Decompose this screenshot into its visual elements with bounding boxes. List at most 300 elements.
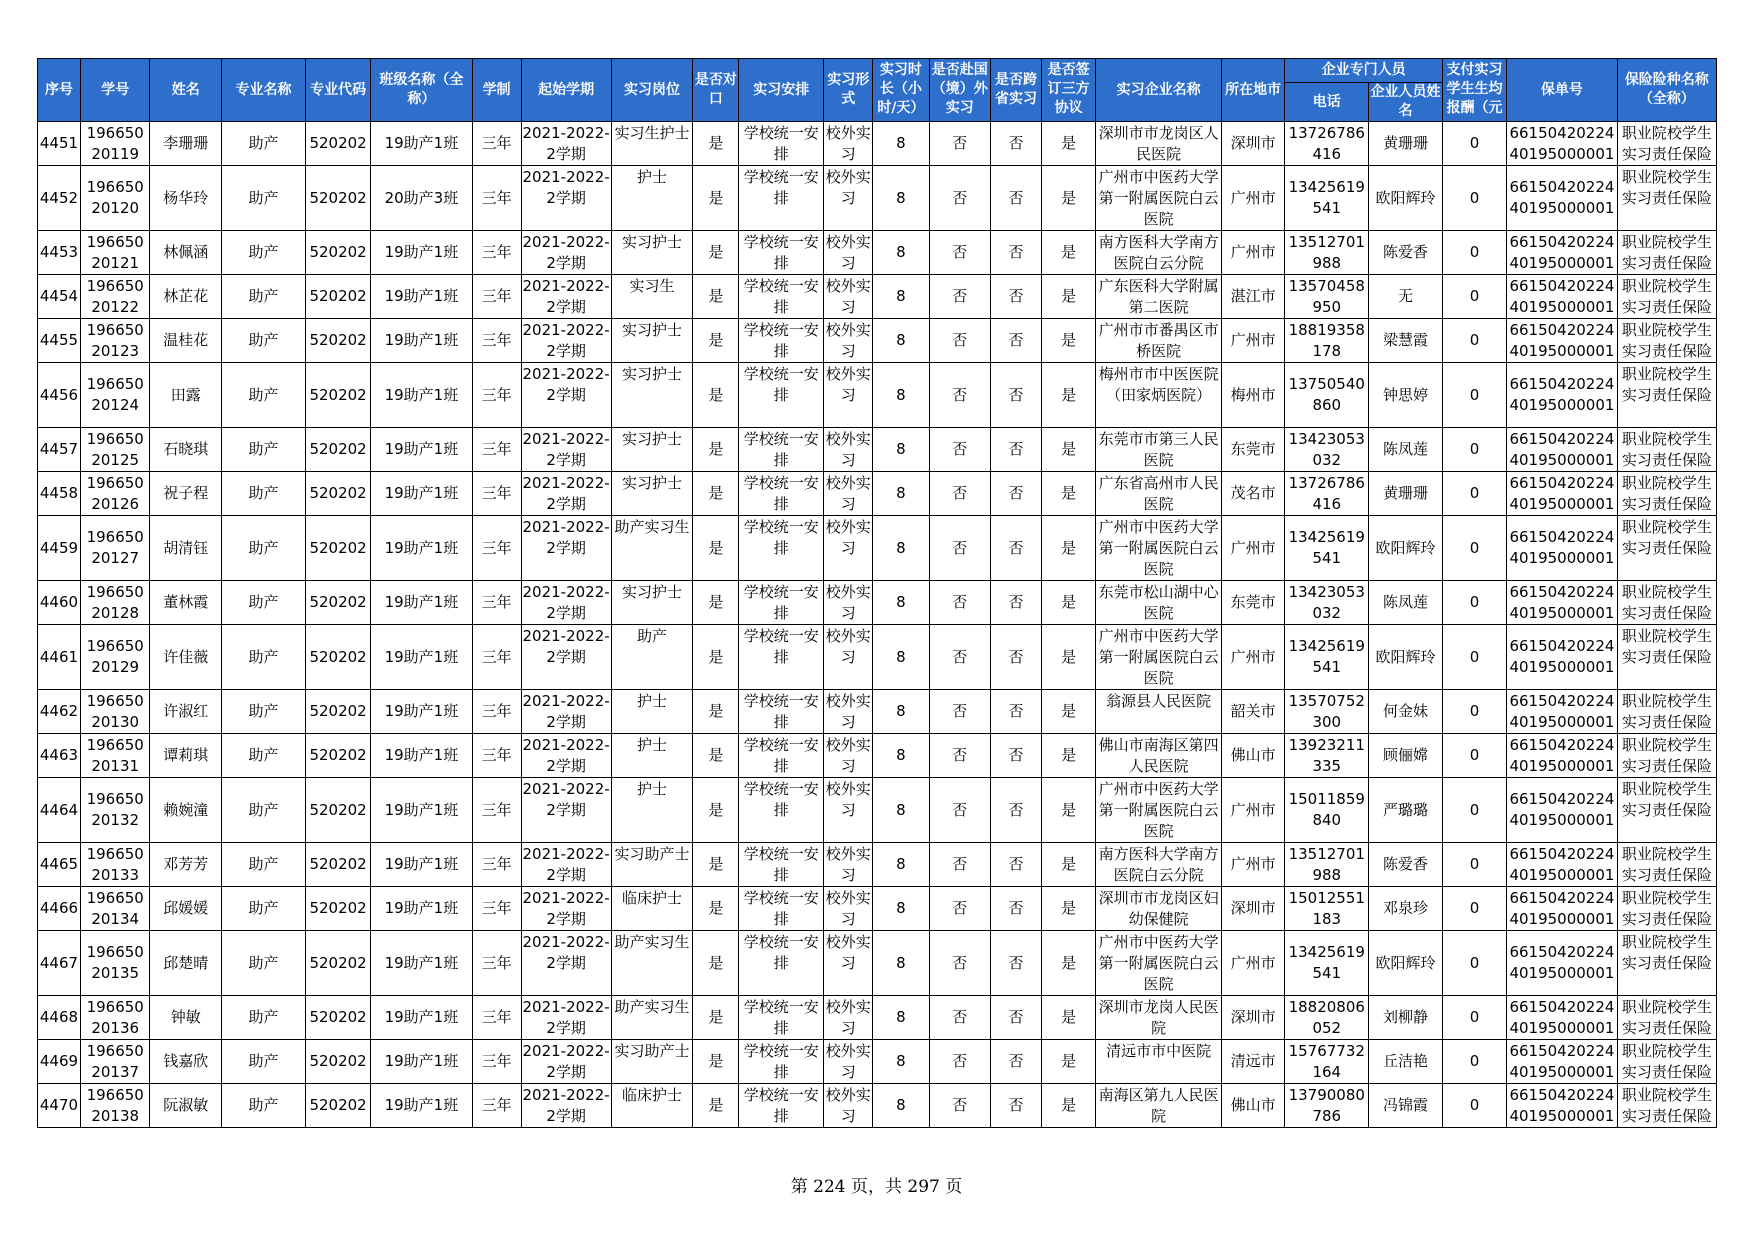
row-major-code: 520202 <box>305 778 370 843</box>
row-agreement: 是 <box>1042 275 1096 319</box>
row-fee: 0 <box>1442 690 1506 734</box>
row-major-code: 520202 <box>305 428 370 472</box>
row-insurance: 职业院校学生实习责任保险 <box>1617 231 1716 275</box>
row-agreement: 是 <box>1042 122 1096 166</box>
row-student-id: 19665020125 <box>80 428 150 472</box>
row-seq: 4470 <box>38 1084 81 1128</box>
row-cross: 否 <box>990 734 1041 778</box>
row-class: 19助产1班 <box>371 581 472 625</box>
row-years: 三年 <box>472 625 521 690</box>
row-company: 深圳市市龙岗区人民医院 <box>1096 122 1222 166</box>
row-major: 助产 <box>222 231 306 275</box>
header-name: 姓名 <box>150 59 222 122</box>
row-years: 三年 <box>472 428 521 472</box>
row-hours: 8 <box>873 1040 929 1084</box>
header-insurance: 保险险种名称（全称） <box>1617 59 1716 122</box>
row-major-code: 520202 <box>305 231 370 275</box>
row-staff-name: 欧阳辉玲 <box>1369 166 1443 231</box>
row-form: 校外实习 <box>824 734 873 778</box>
row-hours: 8 <box>873 931 929 996</box>
row-policy-no: 6615042022440195000001 <box>1507 516 1617 581</box>
row-staff-name: 陈凤莲 <box>1369 581 1443 625</box>
row-arrange: 学校统一安排 <box>739 319 824 363</box>
row-company: 佛山市南海区第四人民医院 <box>1096 734 1222 778</box>
row-agreement: 是 <box>1042 625 1096 690</box>
row-policy-no: 6615042022440195000001 <box>1507 428 1617 472</box>
row-major-code: 520202 <box>305 1084 370 1128</box>
row-agreement: 是 <box>1042 1084 1096 1128</box>
row-agreement: 是 <box>1042 319 1096 363</box>
row-city: 广州市 <box>1221 231 1284 275</box>
row-insurance: 职业院校学生实习责任保险 <box>1617 516 1716 581</box>
row-cross: 否 <box>990 122 1041 166</box>
row-staff-name: 欧阳辉玲 <box>1369 625 1443 690</box>
row-company: 深圳市龙岗人民医院 <box>1096 996 1222 1040</box>
table-body <box>38 122 1717 1128</box>
row-post: 实习助产士 <box>611 843 693 887</box>
row-staff-phone: 13425619541 <box>1285 166 1369 231</box>
row-policy-no: 6615042022440195000001 <box>1507 231 1617 275</box>
row-agreement: 是 <box>1042 690 1096 734</box>
row-class: 19助产1班 <box>371 516 472 581</box>
row-major: 助产 <box>222 319 306 363</box>
row-name: 邱媛媛 <box>150 887 222 931</box>
row-term: 2021-2022-2学期 <box>521 363 611 428</box>
row-name: 胡清钰 <box>150 516 222 581</box>
row-class: 19助产1班 <box>371 319 472 363</box>
row-student-id: 19665020127 <box>80 516 150 581</box>
table-header <box>38 59 1717 122</box>
row-agreement: 是 <box>1042 778 1096 843</box>
header-major-code: 专业代码 <box>305 59 370 122</box>
row-abroad: 否 <box>929 1084 990 1128</box>
header-fee: 支付实习学生生均报酬（元 <box>1442 59 1506 122</box>
row-major: 助产 <box>222 275 306 319</box>
row-staff-name: 何金妹 <box>1369 690 1443 734</box>
row-name: 杨华玲 <box>150 166 222 231</box>
row-student-id: 19665020131 <box>80 734 150 778</box>
row-fee: 0 <box>1442 363 1506 428</box>
row-term: 2021-2022-2学期 <box>521 1084 611 1128</box>
row-staff-name: 欧阳辉玲 <box>1369 931 1443 996</box>
row-city: 梅州市 <box>1221 363 1284 428</box>
row-term: 2021-2022-2学期 <box>521 931 611 996</box>
row-term: 2021-2022-2学期 <box>521 122 611 166</box>
row-staff-name: 邓泉珍 <box>1369 887 1443 931</box>
row-city: 湛江市 <box>1221 275 1284 319</box>
row-post: 助产实习生 <box>611 516 693 581</box>
row-student-id: 19665020135 <box>80 931 150 996</box>
row-staff-phone: 13425619541 <box>1285 516 1369 581</box>
row-insurance: 职业院校学生实习责任保险 <box>1617 931 1716 996</box>
row-hours: 8 <box>873 690 929 734</box>
row-years: 三年 <box>472 996 521 1040</box>
row-fee: 0 <box>1442 122 1506 166</box>
row-post: 实习护士 <box>611 363 693 428</box>
row-post: 实习护士 <box>611 319 693 363</box>
row-post: 护士 <box>611 166 693 231</box>
header-staff-group: 企业专门人员 <box>1285 59 1442 83</box>
header-agreement: 是否签订三方协议 <box>1042 59 1096 122</box>
row-years: 三年 <box>472 231 521 275</box>
table-row <box>38 231 1717 275</box>
row-hours: 8 <box>873 516 929 581</box>
row-staff-phone: 13423053032 <box>1285 581 1369 625</box>
row-abroad: 否 <box>929 1040 990 1084</box>
row-name: 董林霞 <box>150 581 222 625</box>
table-row <box>38 275 1717 319</box>
row-agreement: 是 <box>1042 363 1096 428</box>
row-staff-phone: 13425619541 <box>1285 625 1369 690</box>
row-city: 广州市 <box>1221 931 1284 996</box>
row-hours: 8 <box>873 231 929 275</box>
row-seq: 4466 <box>38 887 81 931</box>
row-major-code: 520202 <box>305 472 370 516</box>
row-match: 是 <box>693 887 739 931</box>
row-term: 2021-2022-2学期 <box>521 319 611 363</box>
row-fee: 0 <box>1442 734 1506 778</box>
row-seq: 4463 <box>38 734 81 778</box>
row-agreement: 是 <box>1042 931 1096 996</box>
row-years: 三年 <box>472 516 521 581</box>
row-policy-no: 6615042022440195000001 <box>1507 690 1617 734</box>
row-policy-no: 6615042022440195000001 <box>1507 166 1617 231</box>
row-class: 19助产1班 <box>371 996 472 1040</box>
row-student-id: 19665020120 <box>80 166 150 231</box>
row-agreement: 是 <box>1042 887 1096 931</box>
row-match: 是 <box>693 231 739 275</box>
row-cross: 否 <box>990 1084 1041 1128</box>
row-post: 助产实习生 <box>611 996 693 1040</box>
row-seq: 4467 <box>38 931 81 996</box>
row-class: 19助产1班 <box>371 363 472 428</box>
row-form: 校外实习 <box>824 275 873 319</box>
row-abroad: 否 <box>929 122 990 166</box>
internship-table <box>37 58 1717 1128</box>
row-abroad: 否 <box>929 843 990 887</box>
row-seq: 4457 <box>38 428 81 472</box>
row-post: 实习助产士 <box>611 1040 693 1084</box>
row-company: 南方医科大学南方医院白云分院 <box>1096 231 1222 275</box>
header-company: 实习企业名称 <box>1096 59 1222 122</box>
row-agreement: 是 <box>1042 231 1096 275</box>
row-fee: 0 <box>1442 931 1506 996</box>
row-term: 2021-2022-2学期 <box>521 1040 611 1084</box>
row-student-id: 19665020128 <box>80 581 150 625</box>
row-arrange: 学校统一安排 <box>739 275 824 319</box>
row-staff-phone: 13423053032 <box>1285 428 1369 472</box>
row-major-code: 520202 <box>305 122 370 166</box>
row-student-id: 19665020122 <box>80 275 150 319</box>
row-policy-no: 6615042022440195000001 <box>1507 319 1617 363</box>
header-policy-no: 保单号 <box>1507 59 1617 122</box>
row-arrange: 学校统一安排 <box>739 363 824 428</box>
row-abroad: 否 <box>929 887 990 931</box>
row-abroad: 否 <box>929 778 990 843</box>
header-seq: 序号 <box>38 59 81 122</box>
header-years: 学制 <box>472 59 521 122</box>
row-class: 19助产1班 <box>371 887 472 931</box>
row-form: 校外实习 <box>824 581 873 625</box>
row-staff-phone: 13790080786 <box>1285 1084 1369 1128</box>
row-years: 三年 <box>472 1040 521 1084</box>
row-term: 2021-2022-2学期 <box>521 887 611 931</box>
row-fee: 0 <box>1442 887 1506 931</box>
row-major-code: 520202 <box>305 275 370 319</box>
row-staff-phone: 13570752300 <box>1285 690 1369 734</box>
row-arrange: 学校统一安排 <box>739 231 824 275</box>
row-name: 谭莉琪 <box>150 734 222 778</box>
row-city: 佛山市 <box>1221 734 1284 778</box>
row-city: 广州市 <box>1221 843 1284 887</box>
row-hours: 8 <box>873 734 929 778</box>
row-policy-no: 6615042022440195000001 <box>1507 996 1617 1040</box>
row-term: 2021-2022-2学期 <box>521 625 611 690</box>
row-match: 是 <box>693 363 739 428</box>
row-company: 广东医科大学附属第二医院 <box>1096 275 1222 319</box>
table-row <box>38 319 1717 363</box>
row-term: 2021-2022-2学期 <box>521 843 611 887</box>
row-term: 2021-2022-2学期 <box>521 734 611 778</box>
row-match: 是 <box>693 778 739 843</box>
row-years: 三年 <box>472 363 521 428</box>
row-hours: 8 <box>873 363 929 428</box>
row-cross: 否 <box>990 581 1041 625</box>
row-form: 校外实习 <box>824 778 873 843</box>
row-name: 许淑红 <box>150 690 222 734</box>
row-seq: 4454 <box>38 275 81 319</box>
row-city: 广州市 <box>1221 778 1284 843</box>
row-post: 护士 <box>611 690 693 734</box>
row-post: 实习护士 <box>611 581 693 625</box>
row-company: 广州市中医药大学第一附属医院白云医院 <box>1096 516 1222 581</box>
row-major: 助产 <box>222 428 306 472</box>
row-city: 广州市 <box>1221 516 1284 581</box>
row-insurance: 职业院校学生实习责任保险 <box>1617 690 1716 734</box>
row-agreement: 是 <box>1042 734 1096 778</box>
row-name: 赖婉潼 <box>150 778 222 843</box>
header-abroad: 是否赴国（境）外实习 <box>929 59 990 122</box>
row-insurance: 职业院校学生实习责任保险 <box>1617 778 1716 843</box>
row-staff-phone: 15011859840 <box>1285 778 1369 843</box>
row-cross: 否 <box>990 472 1041 516</box>
row-seq: 4458 <box>38 472 81 516</box>
row-arrange: 学校统一安排 <box>739 931 824 996</box>
row-arrange: 学校统一安排 <box>739 778 824 843</box>
row-insurance: 职业院校学生实习责任保险 <box>1617 428 1716 472</box>
row-city: 清远市 <box>1221 1040 1284 1084</box>
row-city: 深圳市 <box>1221 996 1284 1040</box>
row-cross: 否 <box>990 516 1041 581</box>
row-form: 校外实习 <box>824 1084 873 1128</box>
row-name: 李珊珊 <box>150 122 222 166</box>
row-abroad: 否 <box>929 319 990 363</box>
row-term: 2021-2022-2学期 <box>521 231 611 275</box>
row-class: 19助产1班 <box>371 122 472 166</box>
row-major-code: 520202 <box>305 625 370 690</box>
row-match: 是 <box>693 166 739 231</box>
row-staff-phone: 13923211335 <box>1285 734 1369 778</box>
row-student-id: 19665020134 <box>80 887 150 931</box>
row-name: 阮淑敏 <box>150 1084 222 1128</box>
header-post: 实习岗位 <box>611 59 693 122</box>
row-cross: 否 <box>990 319 1041 363</box>
row-company: 广东省高州市人民医院 <box>1096 472 1222 516</box>
header-class: 班级名称（全称） <box>371 59 472 122</box>
row-class: 19助产1班 <box>371 1084 472 1128</box>
row-match: 是 <box>693 472 739 516</box>
header-major: 专业名称 <box>222 59 306 122</box>
row-city: 广州市 <box>1221 166 1284 231</box>
table-row <box>38 690 1717 734</box>
row-staff-phone: 13726786416 <box>1285 472 1369 516</box>
row-insurance: 职业院校学生实习责任保险 <box>1617 996 1716 1040</box>
row-major: 助产 <box>222 690 306 734</box>
row-match: 是 <box>693 734 739 778</box>
row-years: 三年 <box>472 275 521 319</box>
row-agreement: 是 <box>1042 996 1096 1040</box>
row-seq: 4452 <box>38 166 81 231</box>
row-major-code: 520202 <box>305 516 370 581</box>
table-row <box>38 122 1717 166</box>
row-years: 三年 <box>472 931 521 996</box>
row-hours: 8 <box>873 843 929 887</box>
row-term: 2021-2022-2学期 <box>521 275 611 319</box>
row-form: 校外实习 <box>824 996 873 1040</box>
row-policy-no: 6615042022440195000001 <box>1507 625 1617 690</box>
row-staff-name: 陈凤莲 <box>1369 428 1443 472</box>
row-abroad: 否 <box>929 734 990 778</box>
row-match: 是 <box>693 516 739 581</box>
row-fee: 0 <box>1442 275 1506 319</box>
row-class: 19助产1班 <box>371 734 472 778</box>
row-major: 助产 <box>222 843 306 887</box>
row-form: 校外实习 <box>824 887 873 931</box>
header-hours: 实习时长（小时/天） <box>873 59 929 122</box>
header-cross: 是否跨省实习 <box>990 59 1041 122</box>
row-major: 助产 <box>222 931 306 996</box>
row-city: 韶关市 <box>1221 690 1284 734</box>
row-seq: 4453 <box>38 231 81 275</box>
row-staff-name: 黄珊珊 <box>1369 122 1443 166</box>
row-hours: 8 <box>873 1084 929 1128</box>
table-row <box>38 734 1717 778</box>
row-form: 校外实习 <box>824 472 873 516</box>
table-row <box>38 166 1717 231</box>
row-post: 实习护士 <box>611 231 693 275</box>
row-fee: 0 <box>1442 231 1506 275</box>
row-abroad: 否 <box>929 516 990 581</box>
row-cross: 否 <box>990 166 1041 231</box>
row-staff-phone: 18819358178 <box>1285 319 1369 363</box>
row-major-code: 520202 <box>305 166 370 231</box>
row-major-code: 520202 <box>305 843 370 887</box>
row-student-id: 19665020126 <box>80 472 150 516</box>
row-abroad: 否 <box>929 428 990 472</box>
row-form: 校外实习 <box>824 843 873 887</box>
row-cross: 否 <box>990 625 1041 690</box>
row-hours: 8 <box>873 996 929 1040</box>
table-row <box>38 428 1717 472</box>
row-city: 广州市 <box>1221 319 1284 363</box>
row-fee: 0 <box>1442 428 1506 472</box>
row-policy-no: 6615042022440195000001 <box>1507 734 1617 778</box>
table-row <box>38 472 1717 516</box>
row-staff-phone: 13570458950 <box>1285 275 1369 319</box>
row-policy-no: 6615042022440195000001 <box>1507 843 1617 887</box>
row-major-code: 520202 <box>305 931 370 996</box>
row-insurance: 职业院校学生实习责任保险 <box>1617 166 1716 231</box>
row-hours: 8 <box>873 166 929 231</box>
row-name: 钱嘉欣 <box>150 1040 222 1084</box>
row-abroad: 否 <box>929 231 990 275</box>
row-class: 19助产1班 <box>371 931 472 996</box>
row-abroad: 否 <box>929 625 990 690</box>
row-insurance: 职业院校学生实习责任保险 <box>1617 1040 1716 1084</box>
row-policy-no: 6615042022440195000001 <box>1507 931 1617 996</box>
row-agreement: 是 <box>1042 516 1096 581</box>
row-name: 邱楚晴 <box>150 931 222 996</box>
row-fee: 0 <box>1442 319 1506 363</box>
row-term: 2021-2022-2学期 <box>521 778 611 843</box>
row-city: 茂名市 <box>1221 472 1284 516</box>
table-row <box>38 363 1717 428</box>
row-cross: 否 <box>990 778 1041 843</box>
row-post: 护士 <box>611 734 693 778</box>
row-post: 助产实习生 <box>611 931 693 996</box>
row-agreement: 是 <box>1042 166 1096 231</box>
row-major: 助产 <box>222 122 306 166</box>
row-form: 校外实习 <box>824 231 873 275</box>
table-row <box>38 843 1717 887</box>
row-match: 是 <box>693 581 739 625</box>
row-arrange: 学校统一安排 <box>739 1084 824 1128</box>
row-insurance: 职业院校学生实习责任保险 <box>1617 122 1716 166</box>
row-class: 19助产1班 <box>371 778 472 843</box>
row-hours: 8 <box>873 887 929 931</box>
row-arrange: 学校统一安排 <box>739 472 824 516</box>
row-major: 助产 <box>222 778 306 843</box>
row-arrange: 学校统一安排 <box>739 122 824 166</box>
row-fee: 0 <box>1442 996 1506 1040</box>
row-fee: 0 <box>1442 516 1506 581</box>
row-term: 2021-2022-2学期 <box>521 581 611 625</box>
row-company: 东莞市松山湖中心医院 <box>1096 581 1222 625</box>
row-hours: 8 <box>873 581 929 625</box>
row-seq: 4456 <box>38 363 81 428</box>
row-fee: 0 <box>1442 166 1506 231</box>
row-name: 林佩涵 <box>150 231 222 275</box>
row-policy-no: 6615042022440195000001 <box>1507 363 1617 428</box>
row-company: 南海区第九人民医院 <box>1096 1084 1222 1128</box>
table-row <box>38 996 1717 1040</box>
row-insurance: 职业院校学生实习责任保险 <box>1617 843 1716 887</box>
row-form: 校外实习 <box>824 428 873 472</box>
row-major: 助产 <box>222 166 306 231</box>
row-staff-phone: 13425619541 <box>1285 931 1369 996</box>
row-policy-no: 6615042022440195000001 <box>1507 122 1617 166</box>
row-staff-phone: 15767732164 <box>1285 1040 1369 1084</box>
row-term: 2021-2022-2学期 <box>521 690 611 734</box>
row-term: 2021-2022-2学期 <box>521 516 611 581</box>
row-major-code: 520202 <box>305 319 370 363</box>
row-cross: 否 <box>990 690 1041 734</box>
row-abroad: 否 <box>929 690 990 734</box>
row-years: 三年 <box>472 166 521 231</box>
row-student-id: 19665020121 <box>80 231 150 275</box>
row-company: 东莞市市第三人民医院 <box>1096 428 1222 472</box>
row-staff-name: 陈爱香 <box>1369 843 1443 887</box>
